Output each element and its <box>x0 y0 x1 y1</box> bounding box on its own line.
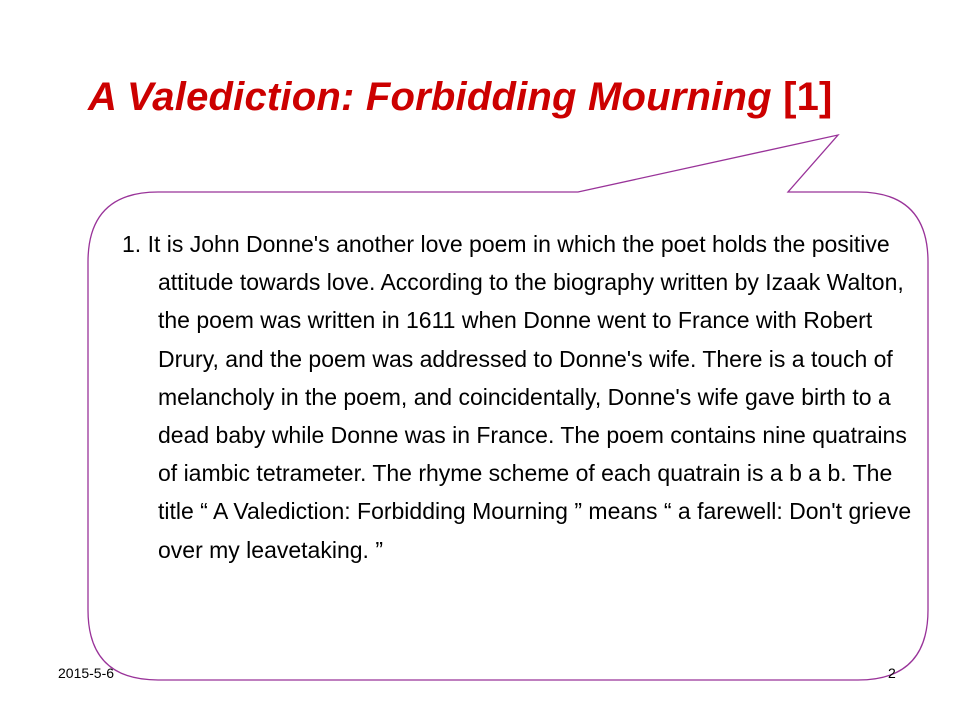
page-number: 2 <box>888 665 896 681</box>
title-reference: [1] <box>783 75 833 119</box>
title-text: A Valediction: Forbidding Mourning <box>88 75 772 119</box>
footer-date: 2015-5-6 <box>58 665 115 681</box>
callout-body-text: 1. It is John Donne's another love poem in which the poet holds the positive attitude towards love. According to the biography written by Izaak Walton, the poem was written in 1611 when Donne went to France with Robert Drury, and the poem was addressed to Donne's wife. There is a touch of melancholy in the poem, and coincidentally, Donne's wife gave birth to a dead baby while Donne was in France. The poem contains nine quatrains of iambic tetrameter. The rhyme scheme of each quatrain is a b a b. The title “ A Valediction: Forbidding Mourning ” means “ a farewell: Don't grieve over my leavetaking. ” <box>122 231 912 563</box>
